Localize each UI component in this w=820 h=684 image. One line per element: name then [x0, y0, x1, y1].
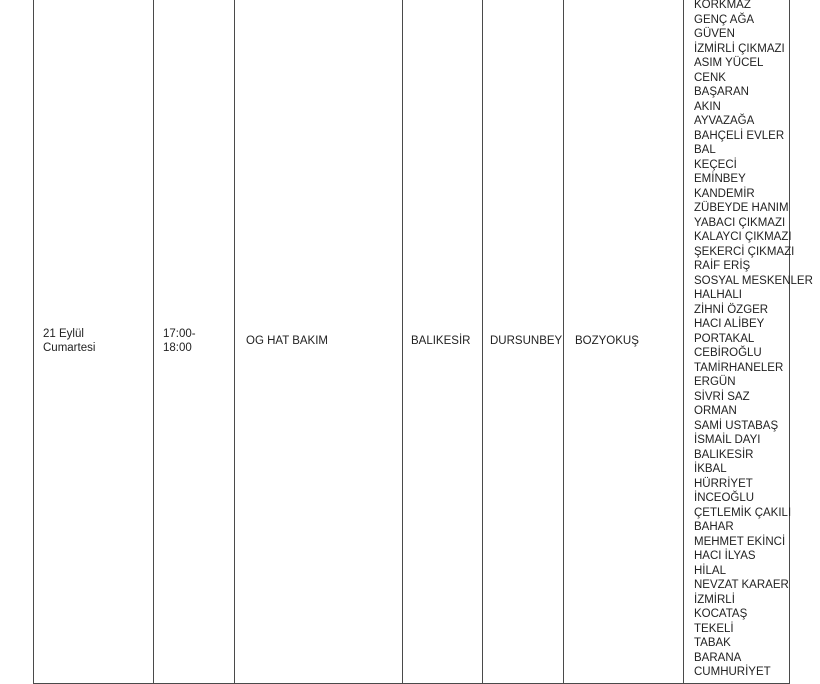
street-item: BAHAR — [694, 521, 734, 533]
street-item: ERGÜN — [694, 376, 736, 388]
date-weekday: Cumartesi — [43, 341, 96, 354]
street-list — [694, 0, 813, 680]
street-item: KALAYCI ÇIKMAZI — [694, 231, 792, 243]
street-item: CUMHURİYET — [694, 666, 771, 678]
street-item: SOSYAL MESKENLER — [694, 274, 813, 287]
street-item: KEÇECİ — [694, 158, 737, 171]
street-item: KORKMAZ — [694, 0, 751, 11]
street-item: İZMİRLİ ÇIKMAZI — [694, 42, 785, 55]
street-item: AKIN — [694, 100, 721, 113]
street-item: AYVAZAĞA — [694, 115, 755, 127]
street-item: EMİNBEY — [694, 173, 746, 185]
street-item: HACI ALİBEY — [694, 318, 765, 330]
street-item: BARANA — [694, 651, 742, 664]
street-item: RAİF ERİŞ — [694, 260, 751, 272]
street-item: BALIKESİR — [694, 448, 754, 461]
street-item: NEVZAT KARAER — [694, 579, 789, 591]
street-item: KOCATAŞ — [694, 608, 748, 620]
street-item: İSMAİL DAYI — [694, 434, 761, 446]
time-start: 17:00- — [163, 327, 196, 340]
street-item: SİVRİ SAZ — [694, 390, 750, 403]
time-cell — [154, 0, 235, 684]
work-type-cell: OG HAT BAKIM — [235, 0, 403, 684]
street-item: İNCEOĞLU — [694, 492, 755, 504]
street-item: SAMİ USTABAŞ — [694, 419, 779, 432]
street-item: ZİHNİ ÖZGER — [694, 303, 769, 316]
street-item: GENÇ AĞA — [694, 13, 755, 26]
street-item: YABACI ÇIKMAZI — [694, 216, 786, 229]
street-item: ÇETLEMİK ÇAKILI — [694, 506, 792, 519]
neighborhood-cell: BOZYOKUŞ — [564, 0, 684, 684]
street-item: CEBİROĞLU — [694, 347, 762, 359]
street-item: CENK — [694, 71, 726, 84]
date-day: 21 Eylül — [43, 327, 84, 340]
street-item: HALHALI — [694, 289, 742, 301]
date-cell — [34, 0, 154, 684]
time-end: 18:00 — [163, 341, 192, 354]
outage-table — [33, 0, 813, 684]
street-item: BAŞARAN — [694, 86, 749, 98]
street-item: KANDEMİR — [694, 187, 755, 200]
street-item: ZÜBEYDE HANIM — [694, 202, 789, 214]
street-item: TEKELİ — [694, 622, 734, 635]
street-item: HİLAL — [694, 564, 726, 577]
table-row — [34, 0, 790, 684]
street-item: BAL — [694, 144, 716, 156]
street-item: İKBAL — [694, 463, 727, 475]
street-item: ŞEKERCİ ÇIKMAZI — [694, 245, 795, 258]
street-item: ORMAN — [694, 405, 737, 417]
street-item: MEHMET EKİNCİ — [694, 535, 786, 548]
street-item: BAHÇELİ EVLER — [694, 129, 785, 142]
street-item: GÜVEN — [694, 28, 735, 40]
street-item: TAMİRHANELER — [694, 361, 784, 374]
streets-cell — [684, 0, 813, 684]
street-item: TABAK — [694, 637, 731, 649]
street-item: HÜRRİYET — [694, 477, 753, 490]
street-item: PORTAKAL — [694, 332, 755, 345]
street-item: ASIM YÜCEL — [694, 57, 764, 69]
district-cell: DURSUNBEY — [483, 0, 564, 684]
street-item: İZMİRLİ — [694, 593, 735, 606]
street-item: HACI İLYAS — [694, 550, 756, 562]
province-cell: BALIKESİR — [403, 0, 483, 684]
